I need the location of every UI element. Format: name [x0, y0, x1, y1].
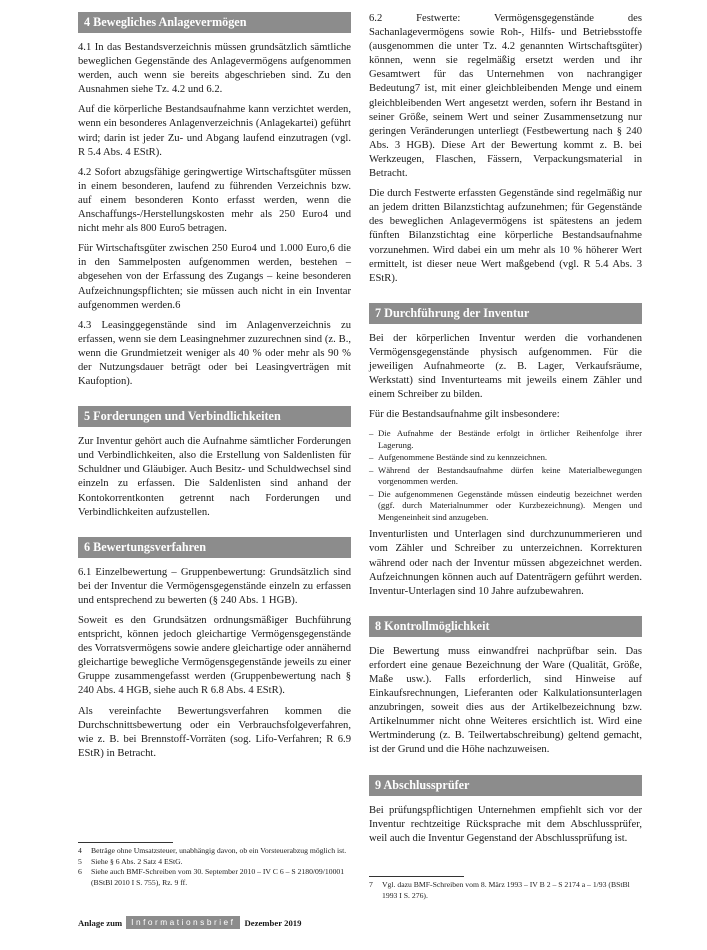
footnote-number: 7	[369, 880, 373, 889]
section-6-1-paragraph: 6.1 Einzelbewertung – Gruppenbewertung: Grundsätzlich sind bei der Inventur die Vermögensgegenstände einzeln zu erfassen und entsprechend zu bewerten (§ 240 Abs. 1 HGB).	[78, 566, 351, 606]
footnote	[369, 880, 642, 901]
section-6-2-paragraph: 6.2 Festwerte: Vermögensgegenstände des Sachanlagevermögens sowie Roh-, Hilfs- und Betriebsstoffe (ausgenommen die unter Tz. 4.2 genannten Wirtschaftsgüter) können, wenn sie regelmäßig ersetzt werden und ihr Gesamtwert für das Unternehmen von nachrangiger Bedeutung7 ist, mit einer gleichbleibenden Menge und einem gleichbleibenden Wert angesetzt werden, sofern ihr Bestand in seiner Größe, seinem Wert und seiner Zusammensetzung nur geringen Veränderungen unterliegt (Festbewertung nach § 240 Abs. 3 HGB). Diese Art der Bewertung kommt z. B. bei Werkzeugen, Flaschen, Fässern, Verpackungsmaterial in Betracht.	[369, 13, 642, 180]
section-6-paragraph-5: Die durch Festwerte erfassten Gegenstände sind regelmäßig nur an jedem dritten Bilanzstichtag aufzunehmen; für Gegenstände des beweglichen Anlagevermögens ist spätestens an jedem fünften Bilanzstichtag eine körperliche Bestandsaufnahme vorzunehmen. Wird dabei ein um mehr als 10 % höherer Wert ermittelt, ist dieser neue Wert maßgebend (vgl. R 5.4 Abs. 3 EStR).	[369, 188, 642, 284]
footnote	[78, 857, 351, 868]
list-item: – Die aufgenommenen Gegenstände müssen eindeutig bezeichnet werden (ggf. durch Materialnummer oder Kurzbezeichnung). Mengen und Mengeneinheit sind anzugeben.	[369, 489, 642, 524]
section-6-paragraph-2: Soweit es den Grundsätzen ordnungsmäßiger Buchführung entspricht, können jedoch gleichartige Vermögensgegenstände des Vorratsvermögens sowie andere gleichartige oder annähernd gleichartige bewegliche Vermögensgegenstände jeweils zu einer Gruppe zusammengefasst werden (Gruppenbewertung nach § 240 Abs. 4 HGB, siehe auch R 6.8 Abs. 4 EStR).	[78, 615, 351, 697]
section-4-3-paragraph: 4.3 Leasinggegenstände sind im Anlagenverzeichnis zu erfassen, wenn sie dem Leasingnehmer zuzurechnen sind (z. B., wenn die Grundmietzeit weniger als 40 % oder mehr als 90 % der Nutzungsdauer beträgt oder bei Leasingverträgen mit Kaufoption).	[78, 319, 351, 388]
footnotes-right	[369, 880, 642, 901]
page-footer	[78, 916, 351, 929]
footnote-text: Siehe auch BMF-Schreiben vom 30. September 2010 – IV C 6 – S 2180/09/10001 (BStBl 2010 I S. 755), Rz. 9 ff.	[91, 867, 345, 887]
section-4-paragraph-4: Für Wirtschaftsgüter zwischen 250 Euro4 und 1.000 Euro,6 die in den Sammelposten aufgenommen werden, bestehen – abgesehen von der Erfassung des Zugangs – keine besonderen Aufzeichnungspflichten; sie müssen auch nicht in ein Inventar aufgenommen werden.6	[78, 243, 351, 311]
footnote-number: 6	[78, 867, 82, 876]
list-item: – Aufgenommene Bestände sind zu kennzeichnen.	[369, 452, 642, 464]
footnote-text: Beträge ohne Umsatzsteuer, unabhängig davon, ob ein Vorsteuerabzug möglich ist.	[91, 846, 347, 855]
section-9-paragraph: Bei prüfungspflichtigen Unternehmen empfiehlt sich vor der Inventur rechtzeitige Rücksprache mit dem Abschlussprüfer, weil auch die Inventur Gegenstand der Abschlussprüfung ist.	[369, 804, 642, 844]
footnote-rule-right	[369, 876, 464, 877]
right-column	[369, 12, 642, 852]
section-5-heading: 5 Forderungen und Verbindlichkeiten	[78, 406, 351, 427]
footer-brand: Informationsbrief	[126, 916, 240, 929]
section-7-list-intro: Für die Bestandsaufnahme gilt insbesondere:	[369, 409, 560, 421]
footnote-number: 5	[78, 856, 82, 866]
list-item: – Die Aufnahme der Bestände erfolgt in örtlicher Reihenfolge ihrer Lagerung.	[369, 428, 642, 451]
section-4-1-paragraph: 4.1 In das Bestandsverzeichnis müssen grundsätzlich sämtliche beweglichen Gegenstände des Anlagevermögens aufgenommen werden, auch wenn sie bereits abgeschrieben sind. Zu den Ausnahmen siehe Tz. 4.2 und 6.2.	[78, 42, 351, 96]
list-item: – Während der Bestandsaufnahme dürfen keine Materialbewegungen vorgenommen werden.	[369, 465, 642, 488]
section-6-heading: 6 Bewertungsverfahren	[78, 537, 351, 558]
section-7-paragraph-3: Inventurlisten und Unterlagen sind durchzunummerieren und vom Zähler und Schreiber zu unterzeichnen. Korrekturen während oder nach der Inventur müssen abgezeichnet werden. Aufzeichnungen können auch auf Datenträgern geführt werden. Inventur-Unterlagen sind 10 Jahre aufzubewahren.	[369, 529, 642, 597]
section-5-paragraph: Zur Inventur gehört auch die Aufnahme sämtlicher Forderungen und Verbindlichkeiten, also die Erstellung von Saldenlisten für Schuldner und Gläubiger. Auch Besitz- und Schuldwechsel sind einzeln zu erfassen. Die Saldenlisten sind anhand der Kontokorrentkonten getrennt nach Forderungen und Verbindlichkeiten aufzustellen.	[78, 436, 351, 518]
section-9-heading: 9 Abschlussprüfer	[369, 775, 642, 796]
inventory-rules-list	[369, 428, 642, 523]
left-column	[78, 12, 351, 767]
section-4-2-paragraph: 4.2 Sofort abzugsfähige geringwertige Wirtschaftsgüter müssen in einem besonderen, laufend zu führenden Verzeichnis bzw. auf einem besonderen Konto erfasst werden, wenn die Anschaffungs-/Herstellungskosten mehr als 250 Euro4 und nicht mehr als 800 Euro5 betragen.	[78, 166, 351, 235]
footnote-rule-left	[78, 842, 173, 843]
section-8-heading: 8 Kontrollmöglichkeit	[369, 616, 642, 637]
section-4-heading: 4 Bewegliches Anlagevermögen	[78, 12, 351, 33]
section-6-paragraph-3: Als vereinfachte Bewertungsverfahren kommen die Durchschnittsbewertung oder ein Verbrauchsfolgeverfahren, wie z. B. bei Brennstoff-Vorräten (sog. Lifo-Verfahren; R 6.9 EStR) in Betracht.	[78, 705, 351, 759]
footnote-text: Vgl. dazu BMF-Schreiben vom 8. März 1993 – IV B 2 – S 2174 a – 1/93 (BStBl 1993 I S. 276).	[382, 880, 630, 900]
section-7-heading: 7 Durchführung der Inventur	[369, 303, 642, 324]
footnote-number: 4	[78, 846, 82, 855]
section-7-paragraph-1: Bei der körperlichen Inventur werden die vorhandenen Vermögensgegenstände physisch aufgenommen. Für die jeweiligen Aufnahmeorte (z. B. Lager, Verkaufsräume, Werkstatt) sind Inventurteams mit jeweils einem Zähler und einem Schreiber zu bilden.	[369, 332, 642, 401]
section-8-paragraph: Die Bewertung muss einwandfrei nachprüfbar sein. Das erfordert eine genaue Bezeichnung der Ware (Qualität, Größe, Maße usw.). Falls erforderlich, sind Hinweise auf Einkaufsrechnungen, Lieferanten oder Kalkulationsunterlagen anzubringen, soweit dies aus der Artikelbezeichnung bzw. Artikelnummer nicht ohne Weiteres ersichtlich ist. Wird eine Wertminderung (z. B. Teilwertabschreibung) geltend gemacht, ist der Grund und die Höhe nachzuweisen.	[369, 645, 642, 756]
footnote-text: Siehe § 6 Abs. 2 Satz 4 EStG.	[91, 856, 183, 866]
footer-prefix: Anlage zum	[78, 917, 123, 928]
footnote	[78, 867, 351, 888]
footnotes-left	[78, 846, 351, 888]
footnote	[78, 846, 351, 857]
section-4-paragraph-2: Auf die körperliche Bestandsaufnahme kann verzichtet werden, wenn ein besonderes Anlagenverzeichnis (Anlagekartei) geführt wird; darin ist jeder Zu- und Abgang laufend einzutragen (vgl. R 5.4 Abs. 4 EStR).	[78, 104, 351, 158]
footer-date: Dezember 2019	[244, 917, 302, 928]
